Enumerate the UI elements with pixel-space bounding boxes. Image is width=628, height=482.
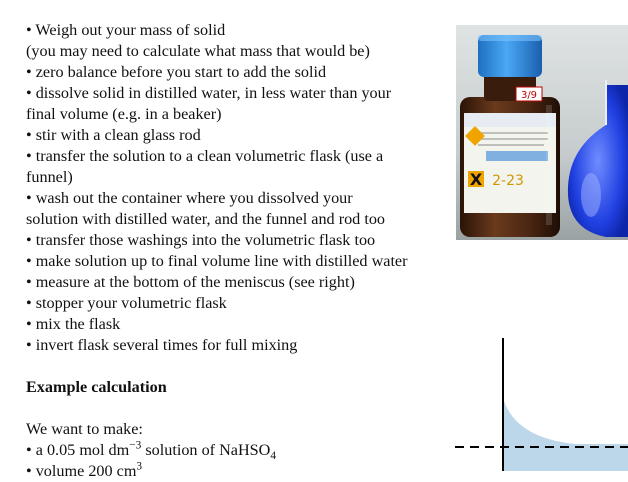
bottle-label bbox=[464, 113, 556, 213]
example-heading: Example calculation bbox=[26, 378, 167, 396]
meniscus-liquid bbox=[503, 398, 628, 471]
instruction-line: • stir with a clean glass rod bbox=[26, 126, 201, 144]
instruction-line: • dissolve solid in distilled water, in less water than your bbox=[26, 84, 392, 102]
meniscus-diagram bbox=[455, 338, 628, 471]
instruction-line: • transfer those washings into the volumetric flask too bbox=[26, 231, 376, 249]
example-item-concentration: • a 0.05 mol $dm^{-3}$ solution of NaHSO$_4$ bbox=[26, 439, 277, 463]
bottle-cap bbox=[478, 35, 542, 77]
instruction-line: • invert flask several times for full mixing bbox=[26, 336, 298, 354]
instruction-line: final volume (e.g. in a beaker) bbox=[26, 105, 222, 123]
instruction-line: • measure at the bottom of the meniscus (see right) bbox=[26, 273, 355, 291]
instruction-text bbox=[26, 20, 451, 482]
instruction-line: • zero balance before you start to add the solid bbox=[26, 63, 327, 81]
hazard-symbol: X bbox=[469, 170, 483, 189]
reagent-bottle-photo-svg bbox=[456, 25, 628, 240]
reagent-bottle-photo bbox=[456, 25, 628, 240]
example-intro: We want to make: bbox=[26, 420, 143, 438]
instruction-line: • wash out the container where you dissolved your bbox=[26, 189, 353, 207]
instruction-line: funnel) bbox=[26, 168, 73, 186]
instruction-line: • stopper your volumetric flask bbox=[26, 294, 227, 312]
instruction-line: • mix the flask bbox=[26, 315, 121, 333]
instruction-line: • Weigh out your mass of solid bbox=[26, 21, 226, 39]
bottle-label-number: 3/9 bbox=[520, 90, 538, 101]
instruction-line: (you may need to calculate what mass that would be) bbox=[26, 42, 370, 60]
example-item-volume: • volume 200 $cm^3$ bbox=[26, 460, 143, 480]
instruction-line: solution with distilled water, and the funnel and rod too bbox=[26, 210, 386, 228]
bottle-handwriting: 2-23 bbox=[492, 173, 524, 189]
meniscus-diagram-svg bbox=[455, 338, 628, 471]
instruction-line: • transfer the solution to a clean volumetric flask (use a bbox=[26, 147, 384, 165]
instruction-line: • make solution up to final volume line with distilled water bbox=[26, 252, 408, 270]
